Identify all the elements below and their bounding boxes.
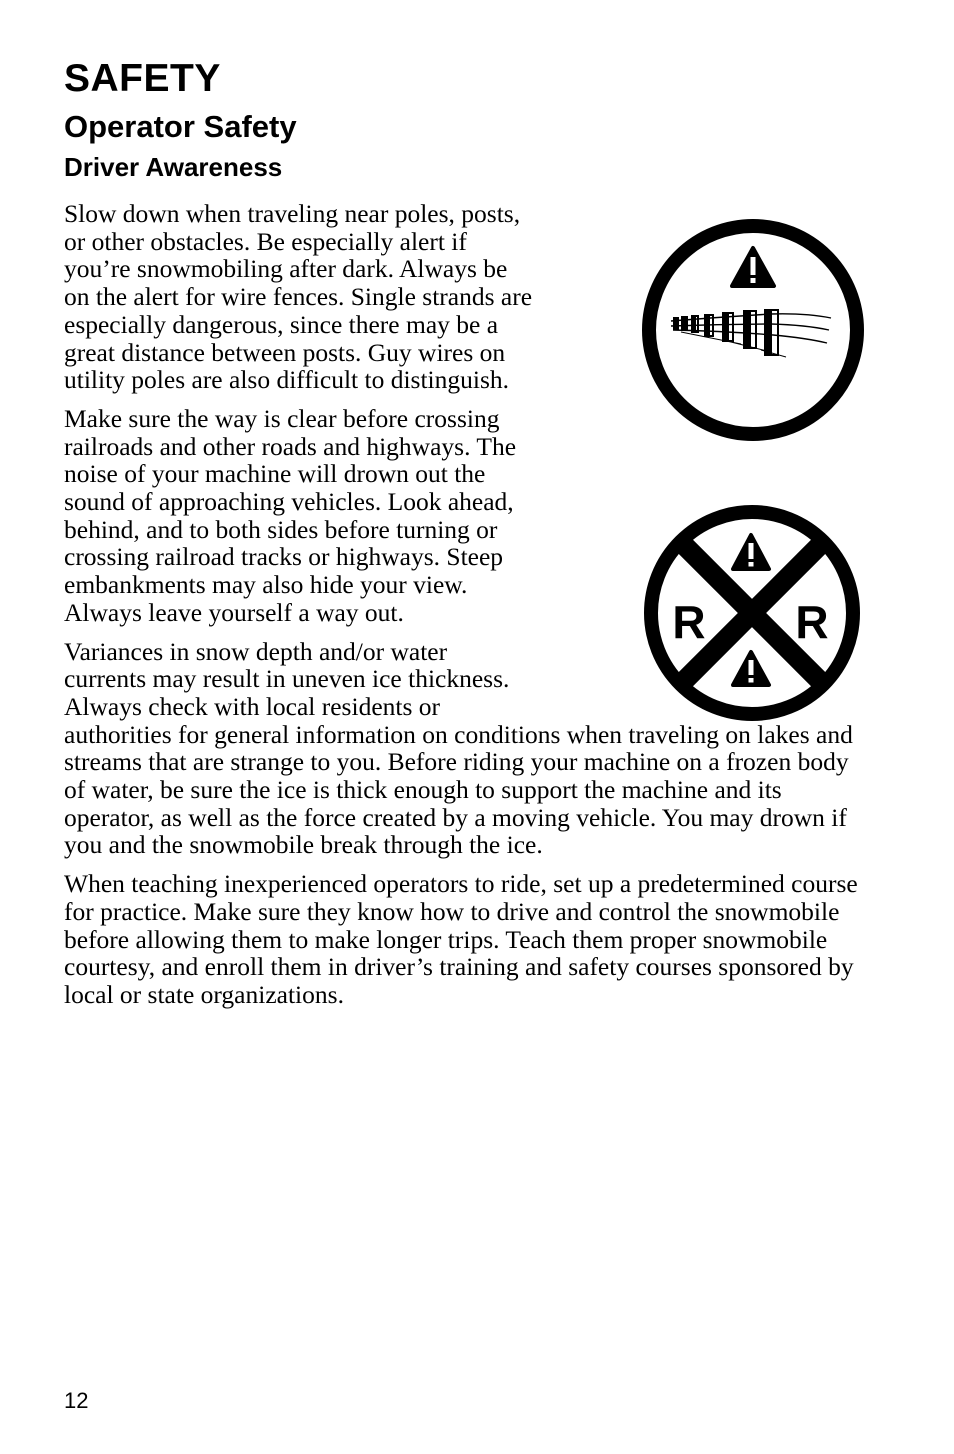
topic-title: Driver Awareness — [64, 152, 283, 182]
fence-warning-sign-icon — [641, 218, 865, 442]
rr-left-letter: R — [672, 596, 706, 648]
rr-right-letter: R — [795, 596, 829, 648]
paragraph-railroads: Make sure the way is clear before crossing railroads and other roads and highways. The noise of your machine will drown out the sound of approaching vehicles. Look ahead, behind, and to both sides before turning or crossing railroad tracks or highways. Steep embankments may also hide your view. Always leave yourself a way out. — [64, 403, 517, 627]
section-title: SAFETY — [64, 57, 221, 100]
paragraph-ice: Variances in snow depth and/or water currents may result in uneven ice thickness. Always check with local residents or authorities for general information on conditions when traveling on lakes and streams that are strange to you. Before riding your machine on a frozen body of water, be sure the ice is thick enough to support the machine and its operator, as well as the force created by a moving vehicle. You may drown if you and the snowmobile break through the ice. — [64, 636, 853, 860]
page-number: 12 — [64, 1388, 89, 1413]
paragraph-training: When teaching inexperienced operators to ride, set up a predetermined course for practice. Make sure they know how to drive and control the snowmobile before allowing them to make longer trips. Teach them proper snowmobile courtesy, and enroll them in driver’s training and safety courses sponsored by local or state organizations. — [64, 869, 858, 1009]
railroad-crossing-sign-icon — [644, 505, 860, 721]
subsection-title: Operator Safety — [64, 109, 297, 144]
paragraph-wire-fences: Slow down when traveling near poles, posts, or other obstacles. Be especially alert if you’re snowmobiling after dark. Always be on the alert for wire fences. Single strands are especially dangerous, since there may be a great distance between posts. Guy wires on utility poles are also difficult to distinguish. — [64, 199, 533, 395]
